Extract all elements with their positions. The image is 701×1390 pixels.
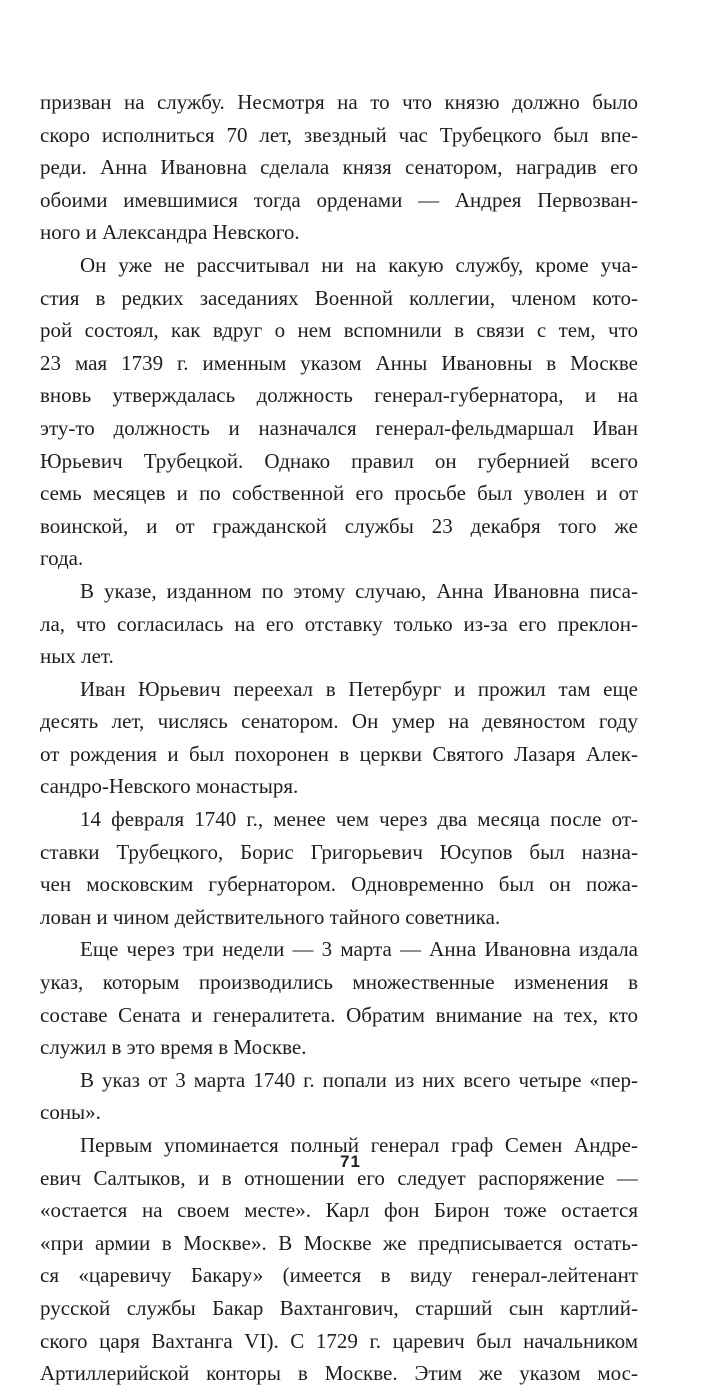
paragraph: [40, 933, 638, 1063]
text-line: лован и чином действительного тайного советника.: [40, 904, 501, 929]
text-line: вновь утверждалась должность генерал-губернатора, и на: [40, 383, 638, 408]
paragraph: [40, 575, 638, 673]
text-line: десять лет, числясь сенатором. Он умер на девяностом году: [40, 709, 638, 734]
text-line: ла, что согласилась на его отставку только из-за его преклон-: [40, 611, 638, 636]
text-line: эту-то должность и назначался генерал-фельдмаршал Иван: [40, 415, 638, 440]
text-line: русской службы Бакар Вахтангович, старший сын картлий-: [40, 1295, 638, 1320]
text-line: стия в редких заседаниях Военной коллегии, членом кото-: [40, 285, 638, 310]
text-line: Артиллерийской конторы в Москве. Этим же указом мос-: [40, 1361, 638, 1386]
text-line: воинской, и от гражданской службы 23 декабря того же: [40, 513, 638, 538]
text-line: чен московским губернатором. Одновременно был он пожа-: [40, 872, 638, 897]
text-line: «при армии в Москве». В Москве же предписывается остать-: [40, 1230, 638, 1255]
text-line: «остается на своем месте». Карл фон Бирон тоже остается: [40, 1198, 638, 1223]
text-line: Иван Юрьевич переехал в Петербург и прожил там еще: [80, 676, 638, 701]
text-line: рой состоял, как вдруг о нем вспомнили в связи с тем, что: [40, 318, 638, 343]
paragraph: [40, 1064, 638, 1129]
body-text: [40, 86, 638, 1390]
paragraph: [40, 673, 638, 803]
paragraph: [40, 249, 638, 575]
text-line: ных лет.: [40, 644, 114, 669]
text-line: сандро-Невского монастыря.: [40, 774, 299, 799]
text-line: ского царя Вахтанга VI). С 1729 г. царевич был начальником: [40, 1328, 638, 1353]
text-line: 14 февраля 1740 г., менее чем через два месяца после от-: [80, 807, 638, 832]
text-line: 23 мая 1739 г. именным указом Анны Ивановны в Москве: [40, 350, 638, 375]
text-line: В указе, изданном по этому случаю, Анна Ивановна писа-: [80, 578, 638, 603]
text-line: призван на службу. Несмотря на то что князю должно было: [40, 90, 638, 114]
text-line: Еще через три недели — 3 марта — Анна Ивановна издала: [80, 937, 638, 962]
text-line: составе Сената и генералитета. Обратим внимание на тех, кто: [40, 1002, 638, 1027]
text-line: указ, которым производились множественные изменения в: [40, 970, 638, 995]
text-line: Юрьевич Трубецкой. Однако правил он губернией всего: [40, 448, 638, 473]
text-line: скоро исполниться 70 лет, звездный час Трубецкого был впе-: [40, 122, 638, 147]
text-line: обоими имевшимися тогда орденами — Андрея Первозван-: [40, 187, 638, 212]
text-line: В указ от 3 марта 1740 г. попали из них всего четыре «пер-: [80, 1067, 638, 1092]
text-line: от рождения и был похоронен в церкви Святого Лазаря Алек-: [40, 741, 638, 766]
text-line: соны».: [40, 1100, 101, 1125]
text-line: реди. Анна Ивановна сделала князя сенатором, наградив его: [40, 155, 638, 180]
text-line: ся «царевичу Бакару» (имеется в виду генерал-лейтенант: [40, 1263, 638, 1288]
text-line: семь месяцев и по собственной его просьбе был уволен и от: [40, 481, 638, 506]
text-line: ного и Александра Невского.: [40, 220, 300, 245]
text-line: Он уже не рассчитывал ни на какую службу, кроме уча-: [80, 252, 638, 277]
page-number: 71: [340, 1152, 361, 1171]
text-line: служил в это время в Москве.: [40, 1035, 307, 1060]
paragraph: [40, 803, 638, 933]
text-line: Первым упоминается полный генерал граф Семен Андре-: [80, 1133, 638, 1157]
text-line: года.: [40, 546, 84, 571]
paragraph: [40, 86, 638, 249]
text-line: ставки Трубецкого, Борис Григорьевич Юсупов был назна-: [40, 839, 638, 864]
text-line: евич Салтыков, и в отношении его следует распоряжение —: [40, 1165, 638, 1190]
